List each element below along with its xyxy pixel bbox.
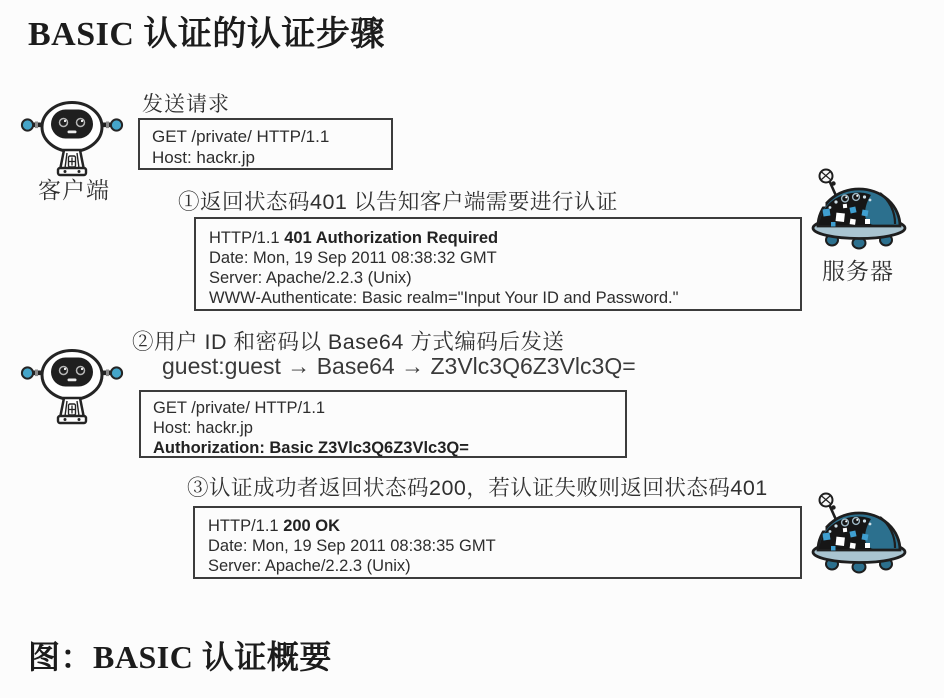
- http-www-authenticate-line: WWW-Authenticate: Basic realm="Input Your ID and Password.": [209, 289, 679, 307]
- response-401-box: [194, 217, 802, 311]
- http-host-line: Host: hackr.jp: [152, 148, 255, 167]
- http-status-line: [208, 516, 800, 536]
- page-title: BASIC 认证的认证步骤: [28, 16, 385, 53]
- step1-heading: ①返回状态码401 以告知客户端需要进行认证: [178, 190, 618, 214]
- server-label: 服务器: [822, 258, 894, 284]
- http-version: HTTP/1.1: [208, 517, 284, 535]
- send-request-label: 发送请求: [142, 93, 230, 116]
- http-request-line: GET /private/ HTTP/1.1: [152, 127, 330, 146]
- base64-encoding-line: guest:guest → Base64 → Z3Vlc3Q6Z3Vlc3Q=: [162, 353, 636, 379]
- response-200-box: [193, 506, 802, 579]
- http-status-401: 401 Authorization Required: [284, 229, 499, 247]
- client-label: 客户端: [38, 177, 110, 203]
- step3-heading: ③认证成功者返回状态码200，若认证失败则返回状态码401: [187, 476, 768, 500]
- server-ufo-robot-icon: [810, 490, 910, 578]
- initial-request-box: [138, 118, 393, 170]
- http-status-line: [209, 228, 800, 248]
- http-status-200: 200 OK: [283, 517, 341, 535]
- http-date-line: Date: Mon, 19 Sep 2011 08:38:35 GMT: [208, 537, 496, 555]
- http-date-line: Date: Mon, 19 Sep 2011 08:38:32 GMT: [209, 249, 497, 267]
- figure-caption: 图：BASIC 认证概要: [28, 639, 332, 675]
- server-ufo-robot-icon: [810, 166, 910, 254]
- authorization-header: Authorization: Basic Z3Vlc3Q6Z3Vlc3Q=: [153, 439, 469, 457]
- client-robot-icon: [16, 101, 128, 177]
- http-server-line: Server: Apache/2.2.3 (Unix): [209, 269, 412, 287]
- http-authorization-line: [153, 438, 625, 458]
- http-host-line: Host: hackr.jp: [153, 419, 253, 437]
- client-robot-icon: [16, 349, 128, 425]
- http-version: HTTP/1.1: [209, 229, 285, 247]
- http-server-line: Server: Apache/2.2.3 (Unix): [208, 557, 411, 575]
- step2-heading: ②用户 ID 和密码以 Base64 方式编码后发送: [132, 330, 565, 354]
- authorized-request-box: [139, 390, 627, 458]
- http-request-line: GET /private/ HTTP/1.1: [153, 399, 326, 417]
